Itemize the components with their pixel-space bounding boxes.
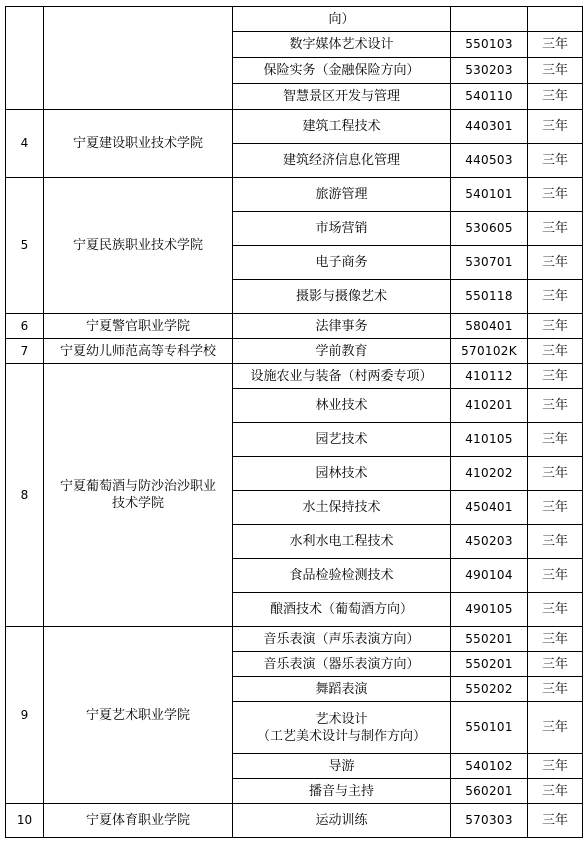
school-cell (44, 627, 233, 804)
code-cell: 550201 (451, 652, 528, 677)
code-cell: 550101 (451, 702, 528, 754)
code-cell: 530203 (451, 58, 528, 84)
code-cell (451, 7, 528, 32)
table-row (6, 178, 583, 212)
code-cell: 410202 (451, 457, 528, 491)
duration-cell: 三年 (528, 178, 583, 212)
code-cell: 410112 (451, 364, 528, 389)
duration-cell: 三年 (528, 627, 583, 652)
major-cell: 向） (233, 7, 451, 32)
major-cell: 电子商务 (233, 246, 451, 280)
table-row (6, 314, 583, 339)
school-cell-continued (44, 7, 233, 110)
code-cell: 540102 (451, 754, 528, 779)
major-cell: 数字媒体艺术设计 (233, 32, 451, 58)
school-cell (44, 110, 233, 178)
code-cell: 550118 (451, 280, 528, 314)
duration-cell: 三年 (528, 314, 583, 339)
school-cell (44, 804, 233, 838)
table-row (6, 339, 583, 364)
duration-cell: 三年 (528, 423, 583, 457)
code-cell: 550201 (451, 627, 528, 652)
major-cell: 水利水电工程技术 (233, 525, 451, 559)
major-cell: 水土保持技术 (233, 491, 451, 525)
table-row (6, 627, 583, 652)
code-cell: 490104 (451, 559, 528, 593)
number-cell: 5 (6, 178, 44, 314)
table-body (6, 7, 583, 838)
duration-cell: 三年 (528, 457, 583, 491)
school-cell-line: 宁夏体育职业学院 (85, 813, 190, 828)
major-cell: 食品检验检测技术 (233, 559, 451, 593)
major-cell: 舞蹈表演 (233, 677, 451, 702)
major-cell-line: （工艺美术设计与制作方向） (256, 728, 426, 744)
code-cell: 540110 (451, 84, 528, 110)
major-cell: 酿酒技术（葡萄酒方向） (233, 593, 451, 627)
code-cell: 550103 (451, 32, 528, 58)
major-cell: 音乐表演（声乐表演方向） (233, 627, 451, 652)
major-cell: 智慧景区开发与管理 (233, 84, 451, 110)
major-cell: 建筑经济信息化管理 (233, 144, 451, 178)
duration-cell: 三年 (528, 389, 583, 423)
code-cell: 540101 (451, 178, 528, 212)
code-cell: 580401 (451, 314, 528, 339)
major-cell: 建筑工程技术 (233, 110, 451, 144)
code-cell: 410105 (451, 423, 528, 457)
school-cell-line: 宁夏民族职业技术学院 (72, 238, 203, 253)
enrollment-majors-table (5, 6, 583, 838)
school-cell-line: 宁夏艺术职业学院 (85, 707, 190, 723)
major-cell: 法律事务 (233, 314, 451, 339)
code-cell: 450401 (451, 491, 528, 525)
major-cell: 旅游管理 (233, 178, 451, 212)
duration-cell: 三年 (528, 58, 583, 84)
major-cell: 园林技术 (233, 457, 451, 491)
table-row (6, 7, 583, 32)
major-cell: 运动训练 (233, 804, 451, 838)
school-cell (44, 339, 233, 364)
code-cell: 530605 (451, 212, 528, 246)
duration-cell: 三年 (528, 339, 583, 364)
table-row (6, 364, 583, 389)
major-cell: 保险实务（金融保险方向） (233, 58, 451, 84)
school-cell-line: 宁夏建设职业技术学院 (72, 136, 203, 151)
duration-cell: 三年 (528, 84, 583, 110)
school-cell-line: 技术学院 (111, 496, 164, 511)
school-cell-line: 宁夏葡萄酒与防沙治沙职业 (59, 479, 216, 494)
school-cell (44, 314, 233, 339)
number-cell: 9 (6, 627, 44, 804)
duration-cell: 三年 (528, 677, 583, 702)
duration-cell: 三年 (528, 280, 583, 314)
code-cell: 450203 (451, 525, 528, 559)
duration-cell: 三年 (528, 491, 583, 525)
major-cell: 林业技术 (233, 389, 451, 423)
school-cell-line: 宁夏警官职业学院 (85, 318, 190, 334)
major-cell (233, 702, 451, 754)
number-cell: 10 (6, 804, 44, 838)
major-cell: 园艺技术 (233, 423, 451, 457)
major-cell-line: 艺术设计 (315, 711, 368, 727)
number-cell: 4 (6, 110, 44, 178)
duration-cell: 三年 (528, 652, 583, 677)
code-cell: 440301 (451, 110, 528, 144)
major-cell: 市场营销 (233, 212, 451, 246)
duration-cell: 三年 (528, 110, 583, 144)
major-cell: 播音与主持 (233, 779, 451, 804)
duration-cell: 三年 (528, 246, 583, 280)
number-cell: 6 (6, 314, 44, 339)
duration-cell: 三年 (528, 702, 583, 754)
duration-cell: 三年 (528, 593, 583, 627)
code-cell: 550202 (451, 677, 528, 702)
major-cell: 导游 (233, 754, 451, 779)
duration-cell: 三年 (528, 212, 583, 246)
school-cell-line: 宁夏幼儿师范高等专科学校 (59, 343, 216, 359)
code-cell: 490105 (451, 593, 528, 627)
duration-cell: 三年 (528, 779, 583, 804)
duration-cell: 三年 (528, 32, 583, 58)
code-cell: 440503 (451, 144, 528, 178)
table-row (6, 110, 583, 144)
code-cell: 530701 (451, 246, 528, 280)
duration-cell: 三年 (528, 559, 583, 593)
number-cell: 7 (6, 339, 44, 364)
duration-cell: 三年 (528, 754, 583, 779)
code-cell: 570303 (451, 804, 528, 838)
code-cell: 570102K (451, 339, 528, 364)
duration-cell: 三年 (528, 525, 583, 559)
major-cell: 学前教育 (233, 339, 451, 364)
duration-cell (528, 7, 583, 32)
number-cell-continued (6, 7, 44, 110)
code-cell: 410201 (451, 389, 528, 423)
major-cell: 音乐表演（器乐表演方向） (233, 652, 451, 677)
number-cell: 8 (6, 364, 44, 627)
duration-cell: 三年 (528, 144, 583, 178)
school-cell (44, 178, 233, 314)
major-cell: 摄影与摄像艺术 (233, 280, 451, 314)
table-row (6, 804, 583, 838)
code-cell: 560201 (451, 779, 528, 804)
major-cell: 设施农业与装备（村两委专项） (233, 364, 451, 389)
duration-cell: 三年 (528, 804, 583, 838)
duration-cell: 三年 (528, 364, 583, 389)
school-cell (44, 364, 233, 627)
